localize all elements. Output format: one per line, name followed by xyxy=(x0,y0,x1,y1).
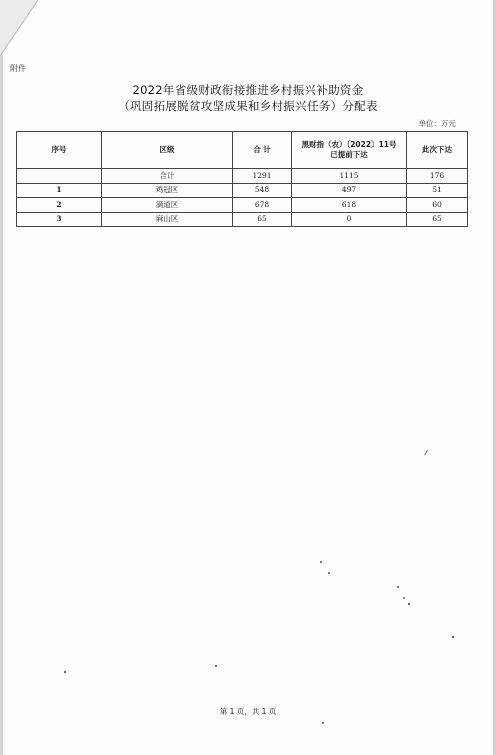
cell-total: 548 xyxy=(233,183,292,198)
scan-speck xyxy=(397,586,399,588)
table-row xyxy=(17,198,468,213)
scan-scratch-mark xyxy=(424,450,428,456)
cell-district: 合计 xyxy=(102,169,233,184)
scan-speck xyxy=(403,597,405,599)
header-total: 合 计 xyxy=(233,132,292,169)
cell-issued: 1115 xyxy=(292,169,407,184)
allocation-table xyxy=(16,131,468,227)
table-header-row xyxy=(17,132,468,169)
scan-speck xyxy=(320,561,322,563)
cell-issued: 0 xyxy=(292,212,407,227)
cell-district: 麻山区 xyxy=(102,212,233,227)
cell-seq: 2 xyxy=(17,198,102,213)
header-issued-line2: 已提前下达 xyxy=(330,150,368,159)
scan-speck xyxy=(215,665,217,667)
scan-speck xyxy=(322,722,324,724)
header-issued-line1: 黑财指（农）〔2022〕11号 xyxy=(301,140,397,149)
cell-issued: 618 xyxy=(292,198,407,213)
header-now: 此次下达 xyxy=(407,132,468,169)
document-title-line1: 2022年省级财政衔接推进乡村振兴补助资金 xyxy=(132,83,364,97)
cell-now: 176 xyxy=(407,169,468,184)
scan-speck xyxy=(408,603,410,605)
table-row xyxy=(17,183,468,198)
document-title-line2: （巩固拓展脱贫攻坚成果和乡村振兴任务）分配表 xyxy=(118,99,378,113)
table-row xyxy=(17,212,468,227)
cell-seq: 1 xyxy=(17,183,102,198)
cell-seq: 3 xyxy=(17,212,102,227)
scan-speck xyxy=(64,671,66,673)
header-seq: 序号 xyxy=(17,132,102,169)
cell-total: 1291 xyxy=(233,169,292,184)
cell-now: 65 xyxy=(407,212,468,227)
page-footer: 第 1 页，共 1 页 xyxy=(219,707,277,716)
folded-corner-mark xyxy=(0,0,40,58)
cell-seq xyxy=(17,169,102,184)
unit-label: 单位：万元 xyxy=(418,119,456,128)
table-row-total xyxy=(17,169,468,184)
scan-speck xyxy=(328,572,330,574)
cell-now: 51 xyxy=(407,183,468,198)
attachment-label: 附件 xyxy=(10,64,26,73)
scan-speck xyxy=(452,636,454,638)
cell-district: 滴道区 xyxy=(102,198,233,213)
header-district: 区级 xyxy=(102,132,233,169)
cell-total: 65 xyxy=(233,212,292,227)
cell-issued: 497 xyxy=(292,183,407,198)
cell-total: 678 xyxy=(233,198,292,213)
cell-now: 60 xyxy=(407,198,468,213)
header-issued xyxy=(292,132,407,169)
cell-district: 鸡冠区 xyxy=(102,183,233,198)
